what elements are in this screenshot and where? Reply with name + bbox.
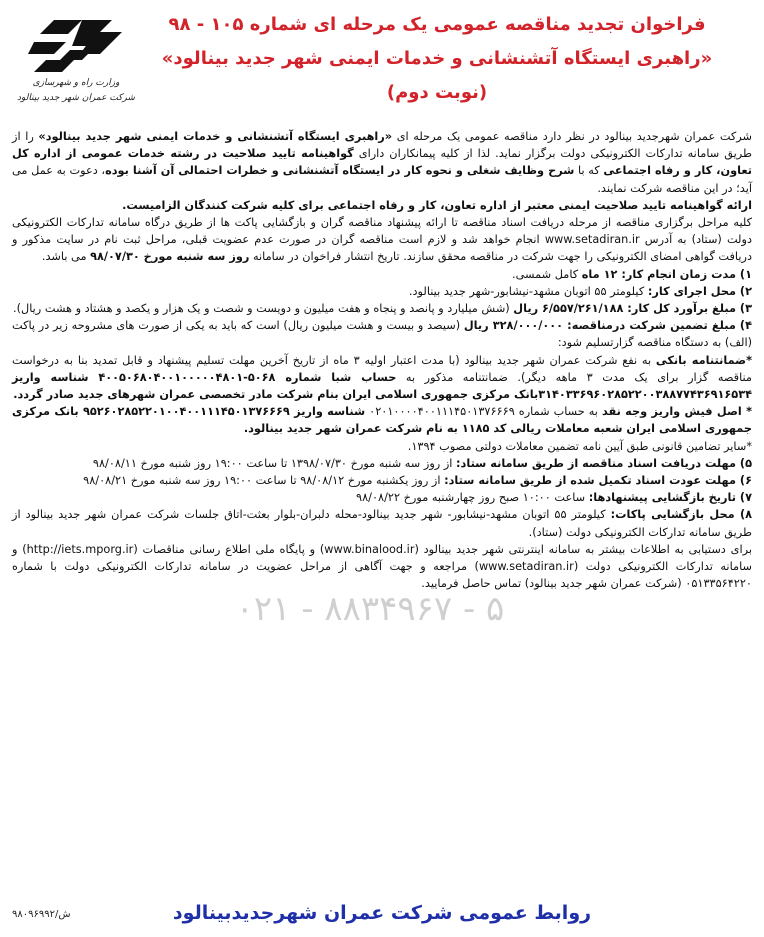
closing-paragraph: برای دستیابی به اطلاعات بیشتر به سامانه اینترنتی شهر جدید بینالود (www.binalood.ir) و پایگاه ملی اطلاع رسانی مناقصات (http://iets.mporg.ir) و سامانه تدارکات الکترونیکی دولت (www.setadiran.ir) مراجعه و جهت آگاهی از مراحل عضویت در سامانه تدارکات الکترونیکی دولت با شماره ۰۵۱۳۳۵۶۴۲۲۰ (شرکت عمران شهر جدید بینالود) تماس حاصل فرمایید. [12,542,752,591]
procedure-paragraph: کلیه مراحل برگزاری مناقصه از مرحله دریافت اسناد مناقصه تا ارائه پیشنهاد مناقصه گران و بازگشایی پاکت ها از طریق درگاه سامانه تدارکات الکترونیکی دولت (ستاد) به آدرس www.setadiran.ir انجام خواهد شد و لازم است مناقصه گران در صورت عدم عضویت قبلی، مراحل ثبت نام در سایت مذکور و دریافت گواهی امضای الکترونیکی را جهت شرکت در مناقصه محقق سازند. تاریخ انتشار فراخوان در سامانه روز سه شنبه مورخ ۹۸/۰۷/۳۰ می باشد. [12,216,752,264]
item-opening-location: ۸) محل بازگشایی پاکات: کیلومتر ۵۵ اتوبان مشهد-نیشابور- شهر جدید بینالود-محله دلبران-بلوار بعثت-اتاق جلسات شرکت عمران شهر جدید بینالود از طریق سامانه تدارکات الکترونیکی دولت (ستاد). [12,508,753,539]
notice-body [12,128,752,592]
logo-caption [16,76,136,106]
guarantee-other: *سایر تضامین قانونی طبق آیین نامه تضمین معاملات دولتی مصوب ۱۳۹۴. [407,439,752,453]
logo-ministry-text: وزارت راه و شهرسازی [32,78,120,88]
header [12,6,752,128]
title-block [132,8,742,110]
notice-code: ۹۸۰۹۶۹۹۲/ش [12,909,71,920]
intro-paragraph: شرکت عمران شهرجدید بینالود در نظر دارد مناقصه عمومی یک مرحله ای «راهبری ایستگاه آتشنشانی و خدمات ایمنی شهر جدید بینالود» را از طریق سامانه تدارکات الکترونیکی دولت برگزار نماید. لذا از کلیه پیمانکاران دارای گواهینامه تایید صلاحیت در رشته خدمات عمومی از اداره کل تعاون، کار و رفاه اجتماعی که با شرح وظایف شغلی و نحوه کار در ایستگاه آتشنشانی و خطرات احتمالی آن آشنا بوده، دعوت به عمل می آید؛ در این مناقصه شرکت نمایند. [12,130,752,195]
stamp-watermark-text: ۰۲۱ - ۸۸۳۴۹۶۷ - ۵ [235,589,505,629]
guarantee-bank: *ضمانتنامه بانکی به نفع شرکت عمران شهر جدید بینالود (با مدت اعتبار اولیه ۳ ماه از تاریخ آخرین مهلت تسلیم پیشنهاد و قابل تمدید بنا به درخواست مناقصه گزار برای یک مدت ۳ ماهه دیگر). ضمانتنامه مذکور به حساب شبا شماره ۵۰۶۸-۴۰۰۵۰۶۸۰۴۰۰۱۰۰۰۰۰۴۸۰۱ شناسه واریز ۳۱۴۰۳۳۶۹۶۰۲۸۵۲۲۰۰۳۸۸۷۷۴۳۶۹۱۶۵۳۴بانک مرکزی جمهوری اسلامی ایران بنام شرکت مادر تخصصی عمران شهرهای جدید صادر گردد. [12,353,752,402]
notice-round: (نوبت دوم) [386,82,488,103]
signature: روابط عمومی شرکت عمران شهرجدیدبینالود [172,902,592,924]
item-document-deadline: ۵) مهلت دریافت اسناد مناقصه از طریق سامانه ستاد: از روز سه شنبه مورخ ۱۳۹۸/۰۷/۳۰ تا ساعت ۱۹:۰۰ روز شنبه مورخ ۹۸/۰۸/۱۱ [92,456,752,470]
guarantee-cash: * اصل فیش واریز وجه نقد به حساب شماره ۰۲۰۱۰۰۰۰۴۰۰۱۱۱۴۵۰۱۳۷۶۶۶۹ شناسه واریز ۹۵۲۶۰۲۸۵۲۲۰۱۰۰۴۰۰۱۱۱۴۵۰۱۳۷۶۶۶۹ بانک مرکزی جمهوری اسلامی ایران شعبه معاملات ریالی کد ۱۱۸۵ به نام شرکت عمران شهر جدید بینالود. [12,405,753,436]
item-opening-date: ۷) تاریخ بازگشایی پیشنهادها: ساعت ۱۰:۰۰ صبح روز چهارشنبه مورخ ۹۸/۰۸/۲۲ [356,491,752,505]
logo-company-text: شرکت عمران شهر جدید بینالود [17,93,135,103]
item-duration: ۱) مدت زمان انجام کار: ۱۲ ماه کامل شمسی. [512,267,752,281]
item-location: ۲) محل اجرای کار: کیلومتر ۵۵ اتوبان مشهد-نیشابور-شهر جدید بینالود. [408,284,752,298]
page-subtitle: «راهبری ایستگاه آتشنشانی و خدمات ایمنی شهر جدید بینالود» [161,48,713,69]
item-guarantee: ۴) مبلغ تضمین شرکت درمناقصه: ۳۲۸/۰۰۰/۰۰۰ ریال (سیصد و بیست و هشت میلیون ریال) است که باید به یکی از صورت های مشروحه زیر در پاکت (الف) به دستگاه مناقصه گزارتسلیم شود: [12,319,752,350]
footer [12,895,752,931]
safety-certificate-requirement: ارائه گواهینامه تایید صلاحیت ایمنی معتبر از اداره تعاون، کار و رفاه اجتماعی برای کلیه شرکت کنندگان الزامیست. [122,198,752,212]
item-return-deadline: ۶) مهلت عودت اسناد تکمیل شده از طریق سامانه ستاد: از روز یکشنبه مورخ ۹۸/۰۸/۱۲ تا ساعت ۱۹:۰۰ روز سه شنبه مورخ ۹۸/۰۸/۲۱ [83,474,752,488]
item-estimate: ۳) مبلغ برآورد کل کار: ۶/۵۵۷/۲۶۱/۱۸۸ ریال (شش میلیارد و پانصد و پنجاه و هفت میلیون و دویست و شصت و یک هزار و یکصد و هشتاد و هشت ریال). [13,302,752,316]
page-title: فراخوان تجدید مناقصه عمومی یک مرحله ای شماره ۱۰۵ - ۹۸ [168,14,706,35]
